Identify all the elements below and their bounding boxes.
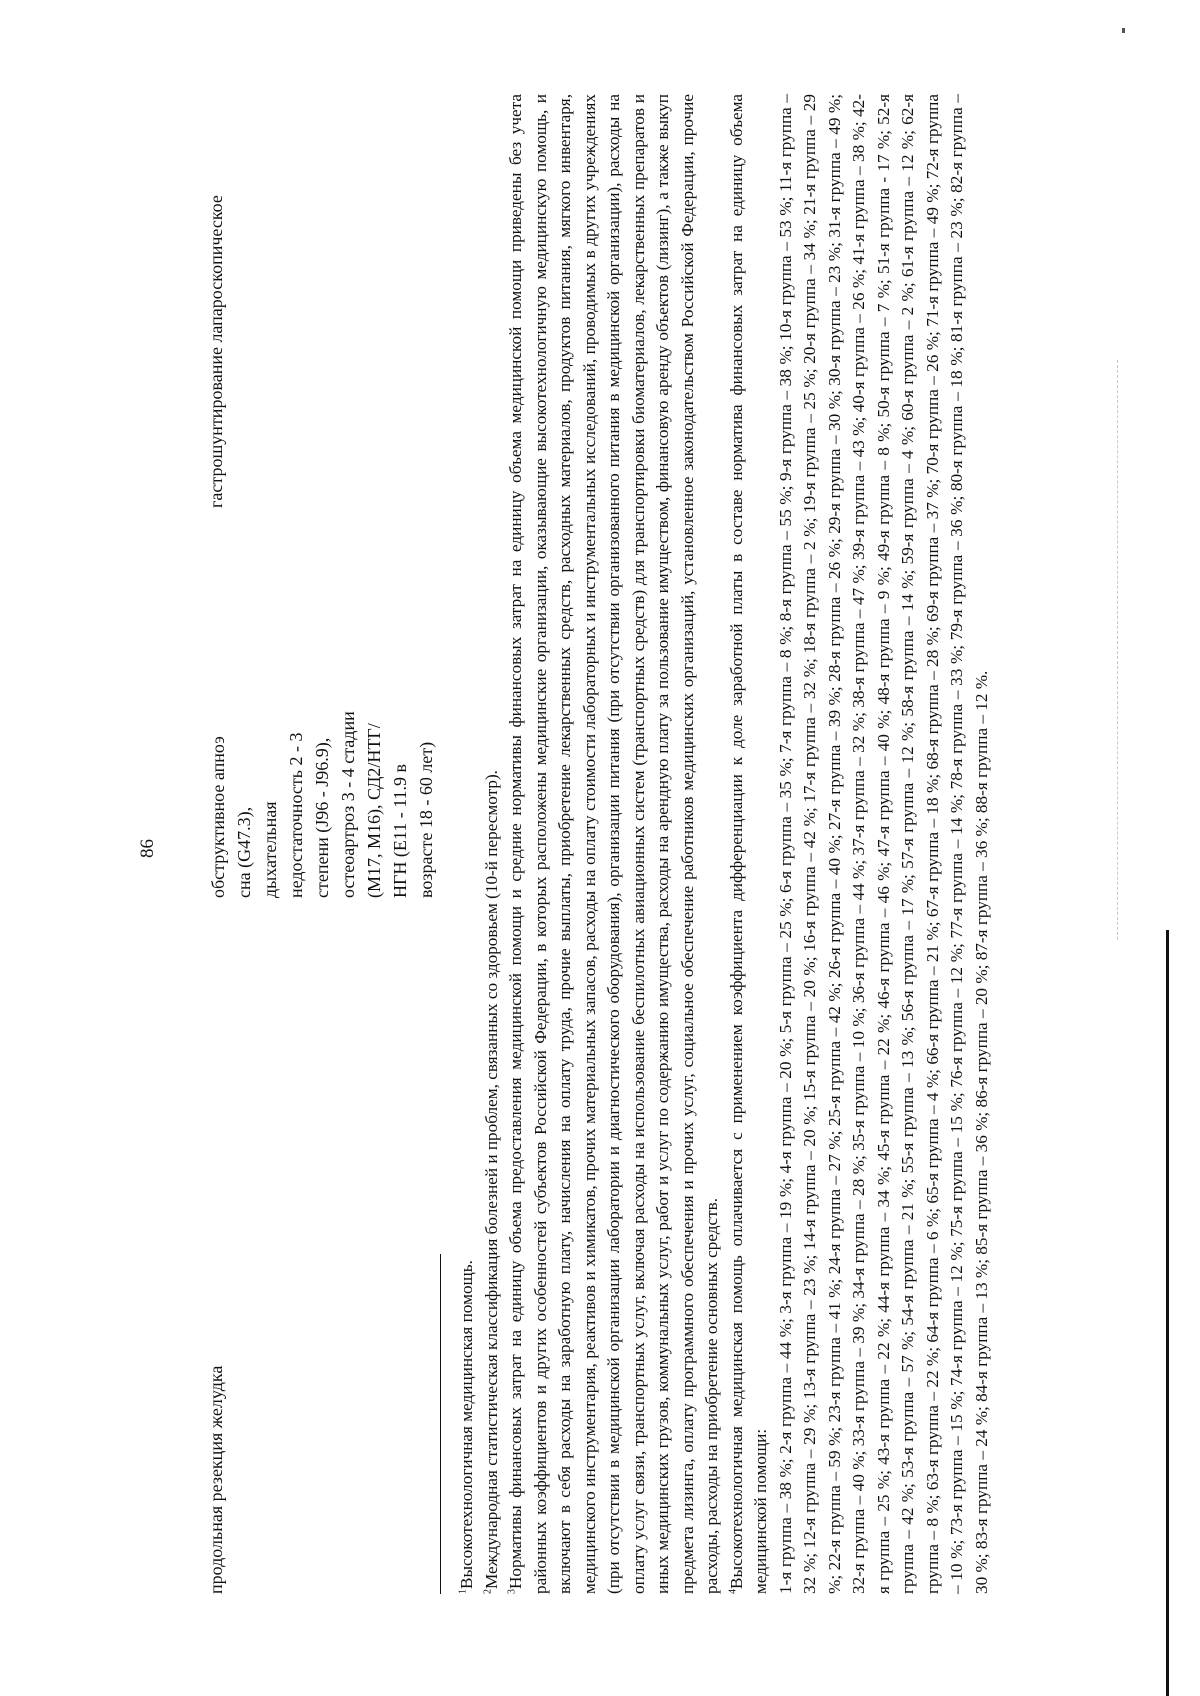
scan-faint-line — [1117, 360, 1119, 940]
footnote-4 — [725, 94, 774, 1594]
page-number: 86 — [137, 839, 158, 858]
scan-edge-line — [1166, 930, 1169, 1696]
footnote-text: Нормативы финансовых затрат на единицу объема предоставления медицинской помощи и средние нормативы финансовых затрат на единицу объема медицинской помощи приведены без учета районных коэффициентов и других особенностей субъектов Российской Федерации, в которых расположены медицинские организации, оказывающие высокотехнологичную медицинскую помощь, и включают в себя расходы на заработную плату, начисления на оплату труда, прочие выплаты, приобретение лекарственных средств, расходных материалов, продуктов питания, мягкого инвентаря, медицинского инструментария, реактивов и химикатов, прочих материальных запасов, расходы на оплату стоимости лабораторных и инструментальных исследований, проводимых в других учреждениях (при отсутствии в медицинской организации лаборатории и диагностического оборудования), организации питания (при отсутствии организованного питания в медицинской организации), расходы на оплату услуг связи, транспортных услуг, включая расходы на использование беспилотных авиационных систем (транспортных средств) для транспортировки биоматериалов, лекарственных препаратов и иных медицинских грузов, коммунальных услуг, работ и услуг по содержанию имущества, расходы на арендную плату за пользование имуществом, финансовую аренду объектов (лизинг), а также выкуп предмета лизинга, оплату программного обеспечения и прочих услуг, социальное обеспечение работников медицинских организаций, установленное законодательством Российской Федерации, прочие расходы, расходы на приобретение основных средств. — [506, 94, 721, 1594]
footnote-text: 1-я группа – 38 %; 2-я группа – 44 %; 3-я группа – 19 %; 4-я группа – 20 %; 5-я группа – 25 %; 6-я группа – 35 %; 7-я группа – 8 %; 8-я группа – 55 %; 9-я группа – 38 %; 10-я группа – 53 %; 11-я группа – 32 %; 12-я группа – 29 %; 13-я группа – 23 %; 14-я группа – 20 %; 15-я группа – 20 %; 16-я группа – 42 %; 17-я группа – 32 %; 18-я группа – 2 %; 19-я группа – 25 %; 20-я группа – 34 %; 21-я группа – 29 %; 22-я группа – 59 %; 23-я группа – 41 %; 24-я группа – 27 %; 25-я группа – 42 %; 26-я группа – 40 %; 27-я группа – 39 %; 28-я группа – 26 %; 29-я группа – 30 %; 30-я группа – 23 %; 31-я группа – 49 %; 32-я группа – 40 %; 33-я группа – 39 %; 34-я группа – 28 %; 35-я группа – 10 %; 36-я группа – 44 %; 37-я группа – 32 %; 38-я группа – 47 %; 39-я группа – 43 %; 40-я группа – 26 %; 41-я группа – 38 %; 42-я группа – 25 %; 43-я группа – 22 %; 44-я группа – 34 %; 45-я группа – 22 %; 46-я группа – 46 %; 47-я группа – 40 %; 48-я группа – 9 %; 49-я группа – 8 %; 50-я группа – 7 %; 51-я группа - 17 %; 52-я группа – 42 %; 53-я группа – 57 %; 54-я группа – 21 %; 55-я группа – 13 %; 56-я группа – 17 %; 57-я группа – 12 %; 58-я группа – 14 %; 59-я группа – 4 %; 60-я группа – 2 %; 61-я группа – 12 %; 62-я группа – 8 %; 63-я группа – 22 %; 64-я группа – 6 %; 65-я группа – 4 %; 66-я группа – 21 %; 67-я группа – 18 %; 68-я группа – 28 %; 69-я группа – 37 %; 70-я группа – 26 %; 71-я группа – 49 %; 72-я группа – 10 %; 73-я группа – 15 %; 74-я группа – 12 %; 75-я группа – 15 %; 76-я группа – 12 %; 77-я группа – 14 %; 78-я группа – 33 %; 79-я группа – 36 %; 80-я группа – 18 %; 81-я группа – 23 %; 82-я группа – 30 %; 83-я группа – 24 %; 84-я группа – 13 %; 85-я группа – 36 %; 86-я группа – 20 %; 87-я группа – 36 %; 88-я группа – 12 %. — [775, 94, 991, 1594]
footnote-2 — [480, 94, 505, 1594]
footnote-text: Высокотехнологичная медицинская помощь оплачивается с применением коэффициента дифференциации к доле заработной платы в составе норматива финансовых затрат на единицу объема медицинской помощи: — [726, 94, 770, 1594]
table-cell-procedure: продольная резекция желудка — [206, 1365, 226, 1594]
rotated-page — [45, 68, 1155, 1628]
footnote-mark: 1 — [457, 1589, 469, 1594]
footnote-4-groups — [774, 94, 995, 1594]
footnote-3 — [504, 94, 725, 1594]
table-cell-method: гастрошунтирование лапароскопическое — [206, 195, 226, 508]
table-cell-diagnosis: обструктивное апноэ сна (G47.3), дыхательная недостаточность 2 - 3 степени (J96 - J96.9), остеоартроз 3 - 4 стадии (M17, M16), СД2/НТГ/НГН (E11 - 11.9 в возрасте 18 - 60 лет) — [208, 711, 436, 898]
footnote-text: Международная статистическая классификация болезней и проблем, связанных со здоровьем (10-й пересмотр). — [481, 770, 501, 1589]
footnotes — [455, 94, 994, 1594]
footnote-mark: 2 — [481, 1589, 493, 1594]
footnote-mark: 4 — [726, 1589, 738, 1594]
footnote-1 — [455, 94, 480, 1594]
footnote-divider — [440, 1254, 441, 1594]
footnote-text: Высокотехнологичная медицинская помощь. — [457, 1260, 476, 1589]
footnote-mark: 3 — [506, 1589, 518, 1594]
scan-speck — [1122, 28, 1125, 33]
